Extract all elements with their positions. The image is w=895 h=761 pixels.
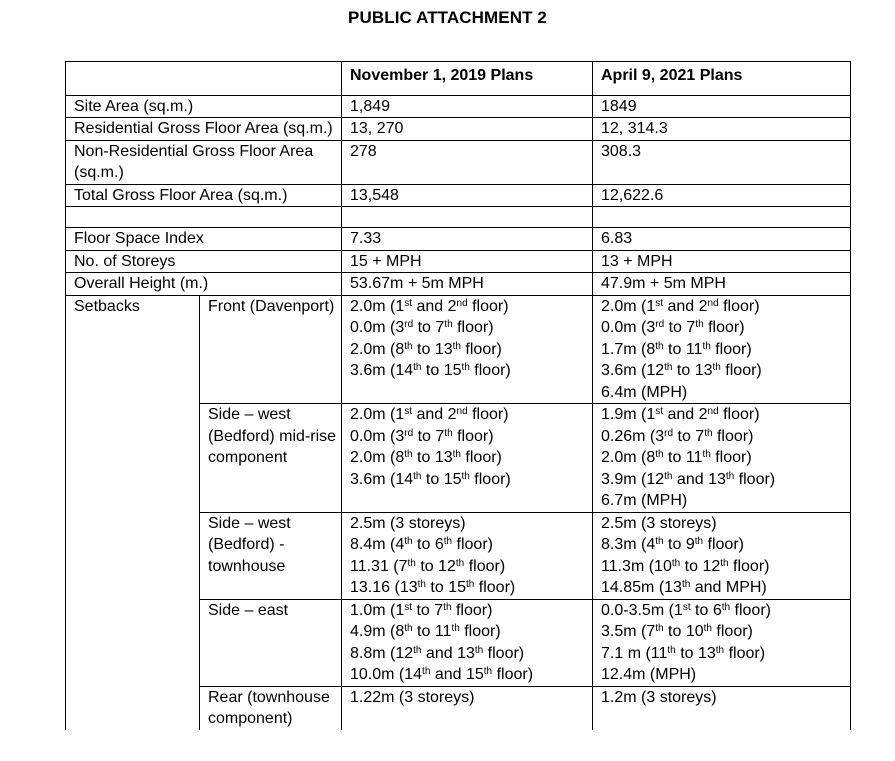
value-line: 15 + MPH <box>350 252 422 270</box>
nov-value <box>342 295 593 404</box>
value-line: 13, 270 <box>350 120 404 137</box>
nov-value <box>342 599 593 686</box>
table-row <box>66 250 851 273</box>
value-line: 7.1 m (11th to 13th floor) <box>601 644 766 662</box>
apr-value <box>593 95 851 118</box>
value-line: 14.85m (13th and MPH) <box>601 579 767 596</box>
setback-sublabel: Side – east <box>200 599 342 686</box>
apr-value <box>593 686 851 730</box>
value-line: 8.3m (4th to 9th floor) <box>601 536 744 553</box>
header-row <box>66 62 851 96</box>
table-row <box>66 273 851 296</box>
setback-row <box>66 295 851 404</box>
nov-value <box>342 686 593 730</box>
value-line: 3.6m (12th to 13th floor) <box>601 362 762 379</box>
apr-value <box>593 184 851 207</box>
value-line: 47.9m + 5m MPH <box>601 275 726 292</box>
header-apr-2021: April 9, 2021 Plans <box>593 62 851 96</box>
nov-value <box>342 228 593 251</box>
row-label: Non-Residential Gross Floor Area (sq.m.) <box>66 140 342 184</box>
value-line: 1.2m (3 storeys) <box>601 688 717 706</box>
nov-value <box>342 140 593 184</box>
setbacks-label: Setbacks <box>66 295 200 730</box>
value-line: 12, 314.3 <box>601 120 668 137</box>
setback-sublabel: Side – west (Bedford) - townhouse <box>200 512 342 599</box>
value-line: 6.83 <box>601 230 633 247</box>
table-row <box>66 184 851 207</box>
value-line: 0.0m (3rd to 7th floor) <box>350 319 494 336</box>
nov-value <box>342 184 593 207</box>
value-line: 3.5m (7th to 10th floor) <box>601 623 753 640</box>
value-line: 11.31 (7th to 12th floor) <box>350 557 506 575</box>
setback-sublabel: Front (Davenport) <box>200 295 342 404</box>
table-row <box>66 140 851 184</box>
value-line: 8.4m (4th to 6th floor) <box>350 536 493 553</box>
value-line: 1.22m (3 storeys) <box>350 688 475 706</box>
value-line: 12,622.6 <box>601 186 664 204</box>
row-label: Residential Gross Floor Area (sq.m.) <box>66 118 342 141</box>
setback-sublabel: Rear (townhouse component) <box>200 686 342 730</box>
value-line: 6.4m (MPH) <box>601 383 688 401</box>
value-line: 2.0m (1st and 2nd floor) <box>350 406 509 423</box>
value-line: 0.0m (3rd to 7th floor) <box>350 427 494 445</box>
value-line: 8.8m (12th and 13th floor) <box>350 644 525 662</box>
value-line: 12.4m (MPH) <box>601 666 697 683</box>
value-line: 278 <box>350 142 377 160</box>
value-line: 2.0m (8th to 13th floor) <box>350 340 502 358</box>
value-line: 4.9m (8th to 11th floor) <box>350 623 501 640</box>
value-line: 1,849 <box>350 97 391 115</box>
value-line: 2.5m (3 storeys) <box>350 514 466 532</box>
value-line: 13,548 <box>350 186 399 204</box>
apr-value <box>593 228 851 251</box>
value-line: 3.6m (14th to 15th floor) <box>350 470 511 488</box>
nov-value <box>342 512 593 599</box>
apr-value <box>593 250 851 273</box>
apr-value <box>593 295 851 404</box>
value-line: 53.67m + 5m MPH <box>350 275 484 292</box>
comparison-table <box>65 61 851 730</box>
value-line: 0.0-3.5m (1st to 6th floor) <box>601 601 771 619</box>
row-label: Overall Height (m.) <box>66 273 342 296</box>
row-label: Total Gross Floor Area (sq.m.) <box>66 184 342 207</box>
value-line: 1849 <box>601 97 637 115</box>
value-line: 10.0m (14th and 15th floor) <box>350 666 534 683</box>
value-line: 2.0m (1st and 2nd floor) <box>601 297 760 315</box>
table-row <box>66 95 851 118</box>
value-line: 308.3 <box>601 142 642 160</box>
value-line: 1.9m (1st and 2nd floor) <box>601 406 760 423</box>
apr-value <box>593 140 851 184</box>
table-row <box>66 228 851 251</box>
value-line: 13 + MPH <box>601 252 673 270</box>
apr-value <box>593 599 851 686</box>
nov-value <box>342 95 593 118</box>
row-label: Floor Space Index <box>66 228 342 251</box>
nov-value <box>342 250 593 273</box>
apr-value <box>593 404 851 513</box>
nov-value <box>342 273 593 296</box>
value-line: 6.7m (MPH) <box>601 492 688 509</box>
nov-value <box>342 118 593 141</box>
setback-sublabel: Side – west (Bedford) mid-rise component <box>200 404 342 513</box>
value-line: 11.3m (10th to 12th floor) <box>601 557 770 575</box>
header-blank-cell <box>66 62 342 96</box>
value-line: 7.33 <box>350 230 382 247</box>
value-line: 3.9m (12th and 13th floor) <box>601 470 776 488</box>
apr-value <box>593 118 851 141</box>
value-line: 13.16 (13th to 15th floor) <box>350 579 516 596</box>
page-title: PUBLIC ATTACHMENT 2 <box>348 8 547 27</box>
header-nov-2019: November 1, 2019 Plans <box>342 62 593 96</box>
value-line: 0.26m (3rd to 7th floor) <box>601 427 754 445</box>
nov-value <box>342 404 593 513</box>
value-line: 0.0m (3rd to 7th floor) <box>601 319 745 336</box>
value-line: 2.5m (3 storeys) <box>601 514 717 532</box>
apr-value <box>593 512 851 599</box>
table-row <box>66 118 851 141</box>
value-line: 3.6m (14th to 15th floor) <box>350 362 511 379</box>
value-line: 2.0m (1st and 2nd floor) <box>350 297 509 315</box>
apr-value <box>593 273 851 296</box>
value-line: 2.0m (8th to 11th floor) <box>601 449 752 466</box>
row-label: Site Area (sq.m.) <box>66 95 342 118</box>
row-label: No. of Storeys <box>66 250 342 273</box>
spacer-row <box>66 207 851 228</box>
value-line: 2.0m (8th to 13th floor) <box>350 449 502 466</box>
value-line: 1.7m (8th to 11th floor) <box>601 340 752 358</box>
value-line: 1.0m (1st to 7th floor) <box>350 601 493 619</box>
